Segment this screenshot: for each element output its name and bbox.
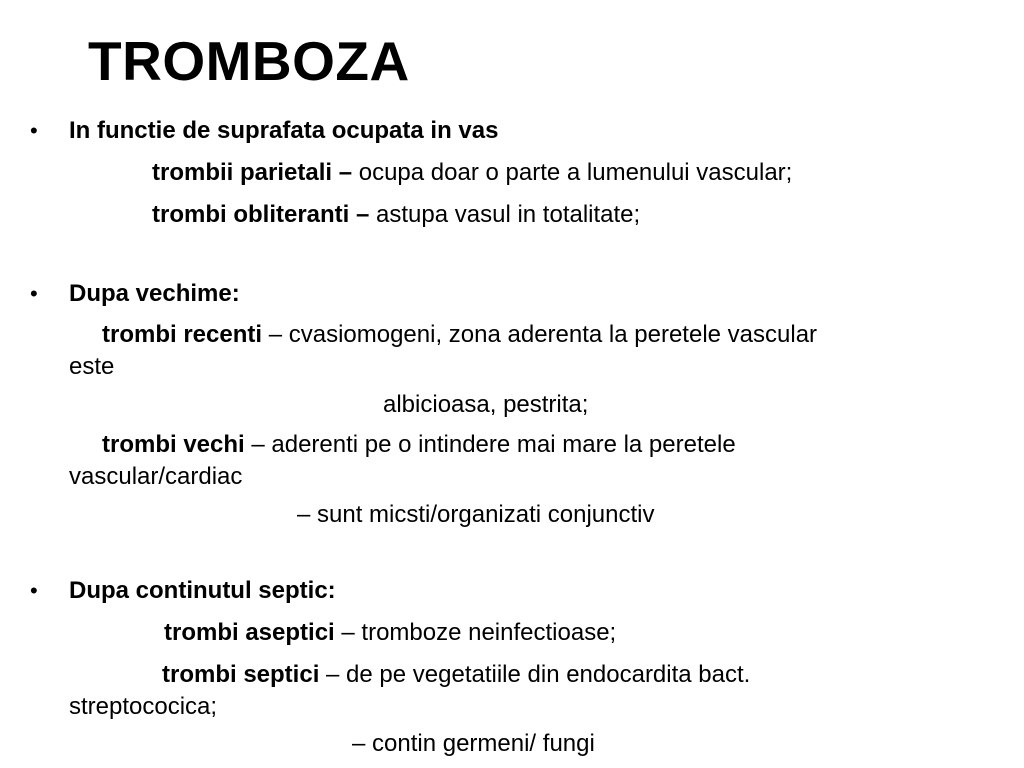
item-trombi-vechi <box>102 430 736 460</box>
item-term: trombi septici <box>162 661 320 688</box>
section-heading-age: Dupa vechime: <box>69 280 240 307</box>
bullet-icon: • <box>30 281 38 306</box>
bullet-icon: • <box>30 578 38 603</box>
item-trombi-aseptici <box>164 618 616 648</box>
section-heading-surface: In functie de suprafata ocupata in vas <box>69 117 499 144</box>
item-trombi-obliteranti <box>152 200 640 230</box>
item-wrap-text: streptococica; <box>69 693 218 720</box>
section-heading-septic: Dupa continutul septic: <box>69 577 336 604</box>
item-continuation: – sunt micsti/organizati conjunctiv <box>297 501 655 528</box>
item-desc: – de pe vegetatiile din endocardita bact. <box>319 661 751 688</box>
item-trombii-parietali <box>152 158 792 188</box>
item-trombi-recenti <box>102 320 817 350</box>
item-wrap-text: vascular/cardiac <box>69 463 243 490</box>
item-desc: – aderenti pe o intindere mai mare la peretele <box>244 431 736 458</box>
item-desc: – tromboze neinfectioase; <box>334 619 617 646</box>
item-term: trombi obliteranti – <box>152 201 370 228</box>
bullet-icon: • <box>30 118 38 143</box>
item-desc: – cvasiomogeni, zona aderenta la peretele vascular <box>262 321 818 348</box>
item-trombi-septici <box>162 660 750 690</box>
item-desc: ocupa doar o parte a lumenului vascular; <box>352 159 793 186</box>
slide-title: TROMBOZA <box>88 30 410 92</box>
item-continuation: albicioasa, pestrita; <box>383 391 589 418</box>
item-continuation: – contin germeni/ fungi <box>352 730 595 757</box>
item-term: trombi vechi <box>102 431 245 458</box>
item-term: trombi recenti <box>102 321 263 348</box>
item-term: trombii parietali – <box>152 159 353 186</box>
item-term: trombi aseptici <box>164 619 335 646</box>
item-wrap-text: este <box>69 353 115 380</box>
item-desc: astupa vasul in totalitate; <box>369 201 641 228</box>
